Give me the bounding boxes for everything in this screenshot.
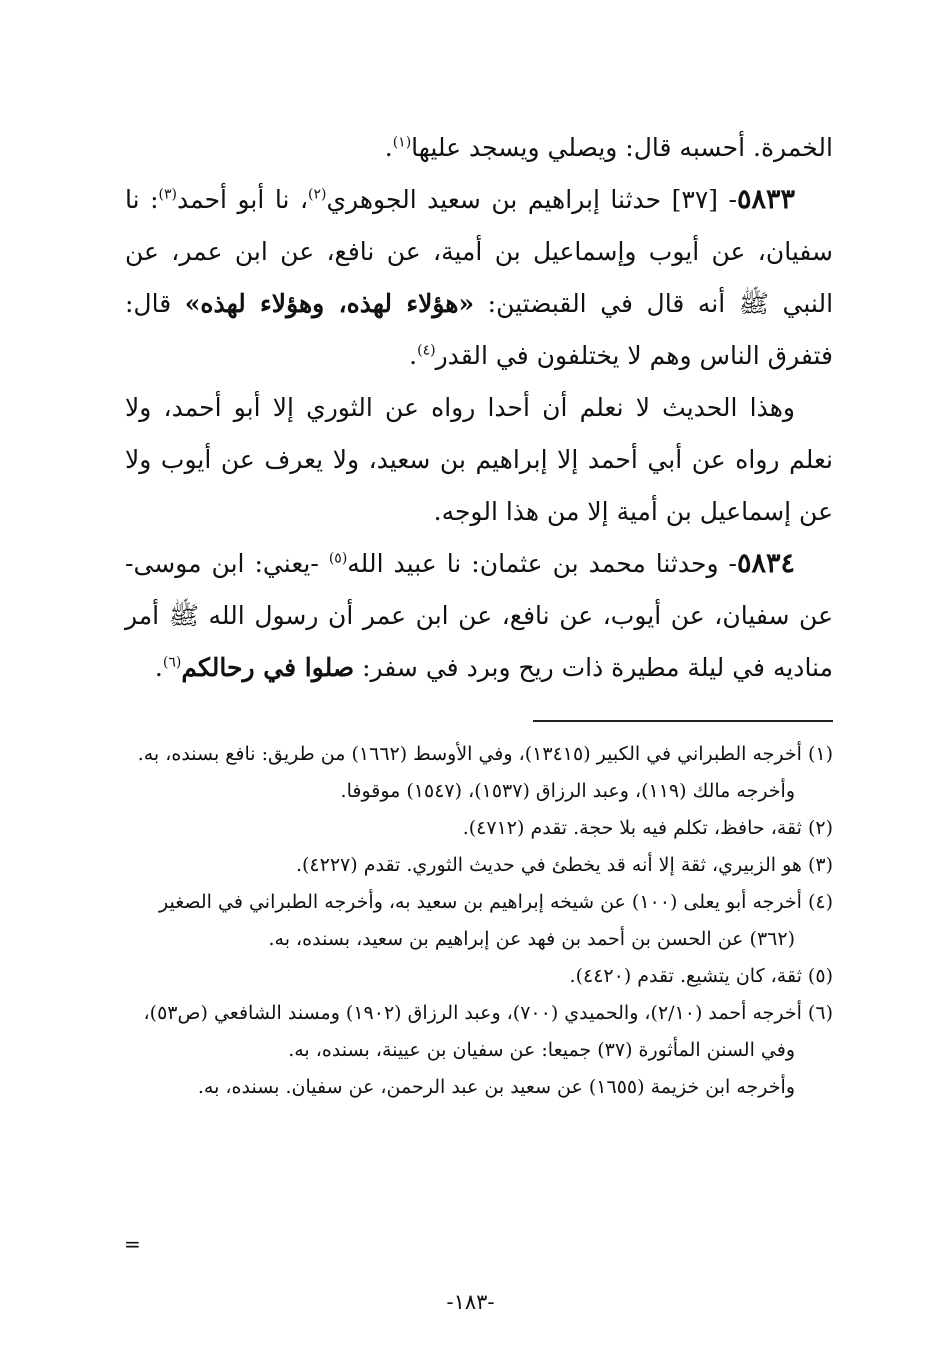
- hadith-5834: [125, 538, 833, 694]
- hadith-5833: [125, 174, 833, 382]
- footnote-ref-6[interactable]: (٦): [162, 654, 182, 671]
- footnote-ref-2[interactable]: (٢): [308, 186, 327, 203]
- footnote-1-continued: وأخرجه مالك (١١٩)، وعبد الرزاق (١٥٣٧)، (١٥٤٧) موقوفا.: [340, 780, 795, 802]
- footnote-5: (٥) ثقة، كان يتشيع. تقدم (٤٤٢٠).: [569, 965, 833, 987]
- footnote-6: (٦) أخرجه أحمد (٢/١٠)، والحميدي (٧٠٠)، وعبد الرزاق (١٩٠٢) ومسند الشافعي (ص٥٣)، وفي السنن المأثورة (٣٧) جميعا: عن سفيان بن عيينة، بسنده، به.: [143, 1002, 833, 1061]
- hadith-5834-quote: صلوا في رحالكم: [181, 653, 355, 682]
- footnote-1: (١) أخرجه الطبراني في الكبير (١٣٤١٥)، وفي الأوسط (١٦٦٢) من طريق: نافع بسنده، به.: [137, 743, 833, 765]
- hadith-5833-text-b: ، نا أبو أحمد: [177, 185, 309, 214]
- paragraph-1-text: الخمرة. أحسبه قال: ويصلي ويسجد عليها: [411, 133, 833, 162]
- commentary-paragraph: وهذا الحديث لا نعلم أن أحدا رواه عن الثوري إلا أبو أحمد، ولا نعلم رواه عن أبي أحمد إلا إبراهيم بن سعيد، ولا يعرف عن أيوب ولا عن إسماعيل بن أمية إلا من هذا الوجه.: [125, 393, 833, 526]
- footnote-3: (٣) هو الزبيري، ثقة إلا أنه قد يخطئ في حديث الثوري. تقدم (٤٢٢٧).: [295, 854, 833, 876]
- footnote-6-continued: وأخرجه ابن خزيمة (١٦٥٥) عن سعيد بن عبد الرحمن، عن سفيان. بسنده، به.: [197, 1076, 795, 1098]
- footnote-ref-1[interactable]: (١): [392, 134, 412, 151]
- hadith-5833-end: .: [409, 341, 418, 370]
- hadith-5833-quote: «هؤلاء لهذه، وهؤلاء لهذه»: [184, 289, 475, 318]
- footnote-ref-3[interactable]: (٣): [158, 186, 177, 203]
- hadith-number-5834: ٥٨٣٤: [736, 548, 795, 579]
- footnote-ref-4[interactable]: (٤): [417, 342, 436, 359]
- footnote-divider: [533, 720, 833, 722]
- continuation-marker: =: [124, 1232, 141, 1256]
- hadith-number-5833: ٥٨٣٣: [736, 184, 795, 215]
- hadith-5833-text-a: - [٣٧] حدثنا إبراهيم بن سعيد الجوهري: [326, 185, 737, 214]
- footnote-ref-5[interactable]: (٥): [328, 550, 348, 567]
- hadith-5833-text-d: قال: فتفرق الناس وهم لا يختلفون في القدر: [125, 289, 833, 370]
- hadith-5833-text-c: : نا سفيان، عن أيوب وإسماعيل بن أمية، عن نافع، عن ابن عمر، عن النبي ﷺ أنه قال في القبضتين:: [125, 185, 834, 318]
- paragraph-1-end: .: [384, 133, 393, 162]
- page-number: -١٨٣-: [446, 1290, 495, 1314]
- footnote-2: (٢) ثقة، حافظ، تكلم فيه بلا حجة. تقدم (٤٧١٢).: [462, 817, 833, 839]
- footnotes: [125, 736, 833, 1106]
- hadith-5834-text-a: - وحدثنا محمد بن عثمان: نا عبيد الله: [347, 549, 737, 578]
- hadith-5834-text-b: -يعني: ابن موسى- عن سفيان، عن أيوب، عن نافع، عن ابن عمر أن رسول الله ﷺ أمر مناديه في ليلة مطيرة ذات ريح وبرد في سفر:: [125, 549, 833, 682]
- main-text: [125, 122, 833, 694]
- paragraph-1: [125, 122, 833, 174]
- footnote-4: (٤) أخرجه أبو يعلى (١٠٠) عن شيخه إبراهيم بن سعيد به، وأخرجه الطبراني في الصغير (٣٦٢) عن الحسن بن أحمد بن فهد عن إبراهيم بن سعيد، بسنده، به.: [159, 891, 833, 950]
- page-body: [125, 122, 833, 1106]
- hadith-5834-end: .: [154, 653, 163, 682]
